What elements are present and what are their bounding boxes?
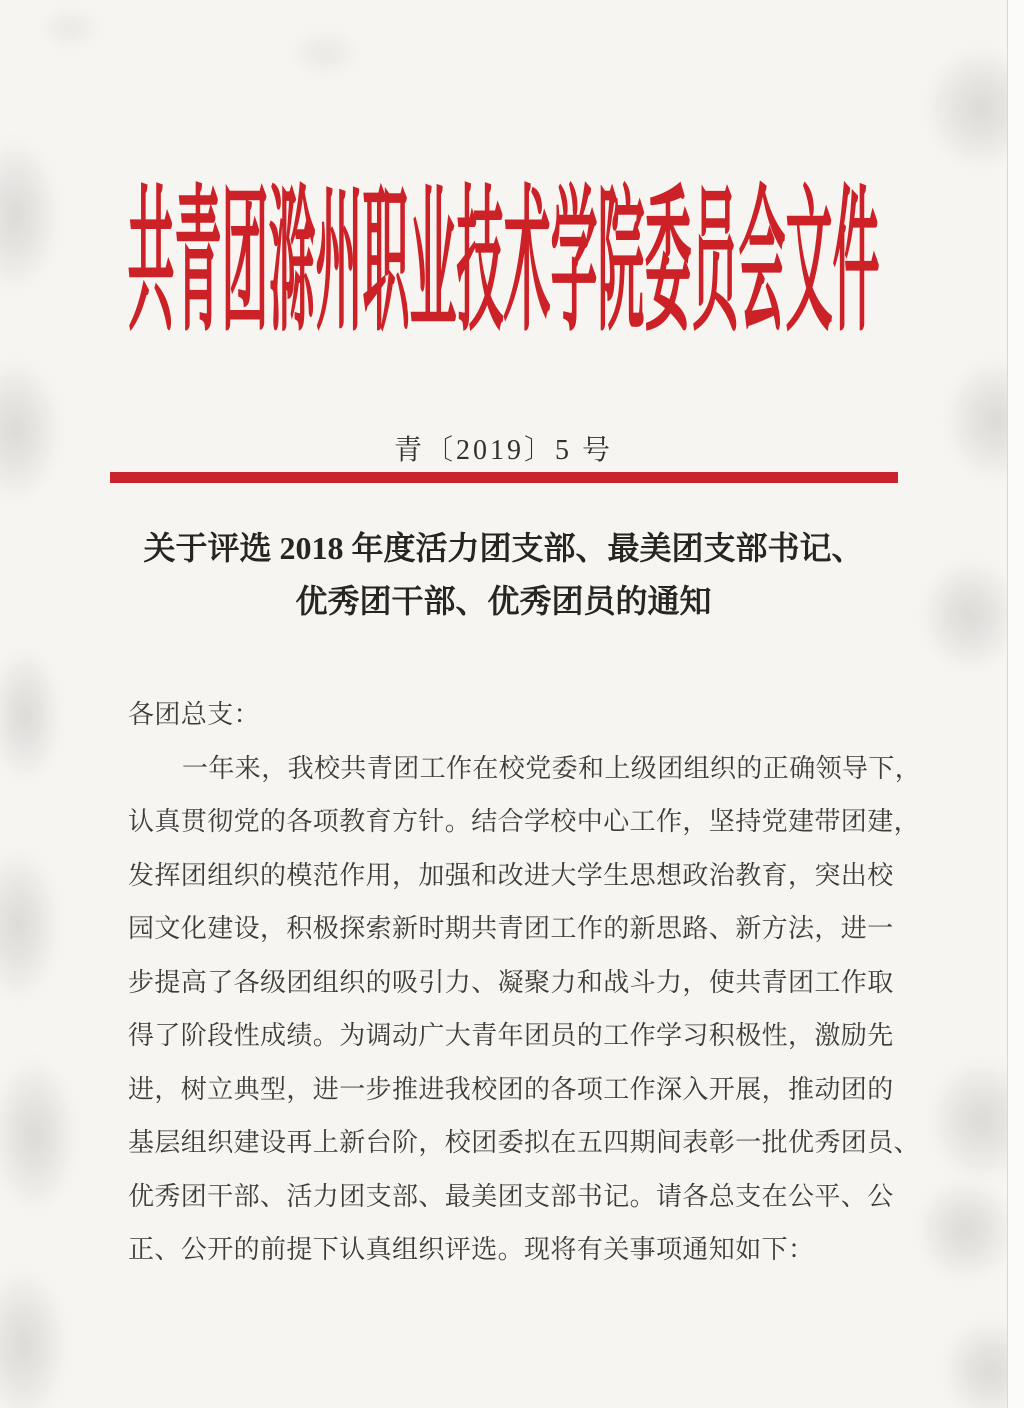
scan-smudge xyxy=(290,30,360,76)
scan-smudge xyxy=(0,1270,66,1408)
salutation: 各团总支： xyxy=(128,700,261,729)
notice-title-line1: 关于评选 2018 年度活力团支部、最美团支部书记、 xyxy=(143,530,864,566)
scan-smudge xyxy=(918,1180,1014,1280)
body-line: 得了阶段性成绩。为调动广大青年团员的工作学习积极性，激励先 xyxy=(128,1021,894,1050)
paper-edge xyxy=(1007,0,1024,1408)
scan-smudge xyxy=(944,1320,1024,1408)
body-line: 步提高了各级团组织的吸引力、凝聚力和战斗力，使共青团工作取 xyxy=(128,967,894,997)
body-line: 发挥团组织的模范作用，加强和改进大学生思想政治教育，突出校 xyxy=(128,860,894,890)
body-line: 园文化建设，积极探索新时期共青团工作的新思路、新方法，进一 xyxy=(128,914,894,943)
scan-smudge xyxy=(40,8,100,48)
scan-smudge xyxy=(930,1060,1024,1180)
body-line: 进，树立典型，进一步推进我校团的各项工作深入开展，推动团的 xyxy=(128,1074,894,1104)
document-body xyxy=(128,688,922,1277)
red-separator-rule xyxy=(110,472,898,483)
doc-number: 青〔2019〕5 号 xyxy=(393,435,613,466)
body-line: 认真贯彻党的各项教育方针。结合学校中心工作，坚持党建带团建， xyxy=(128,807,921,836)
scan-smudge xyxy=(0,850,58,1000)
body-line: 优秀团干部、活力团支部、最美团支部书记。请各总支在公平、公 xyxy=(128,1181,894,1211)
body-line: 正、公开的前提下认真组织评选。现将有关事项通知如下： xyxy=(128,1235,815,1264)
scan-smudge xyxy=(0,650,60,780)
body-line: 基层组织建设再上新台阶，校团委拟在五四期间表彰一批优秀团员、 xyxy=(128,1128,921,1157)
scan-smudge xyxy=(0,1060,76,1210)
masthead xyxy=(0,160,1007,353)
notice-title xyxy=(0,522,1007,628)
masthead-title: 共青团滁州职业技术学院委员会文件 xyxy=(127,177,880,353)
scan-smudge xyxy=(926,48,1024,168)
body-line: 一年来，我校共青团工作在校党委和上级团组织的正确领导下， xyxy=(182,753,922,783)
notice-title-line2: 优秀团干部、优秀团员的通知 xyxy=(295,583,712,619)
